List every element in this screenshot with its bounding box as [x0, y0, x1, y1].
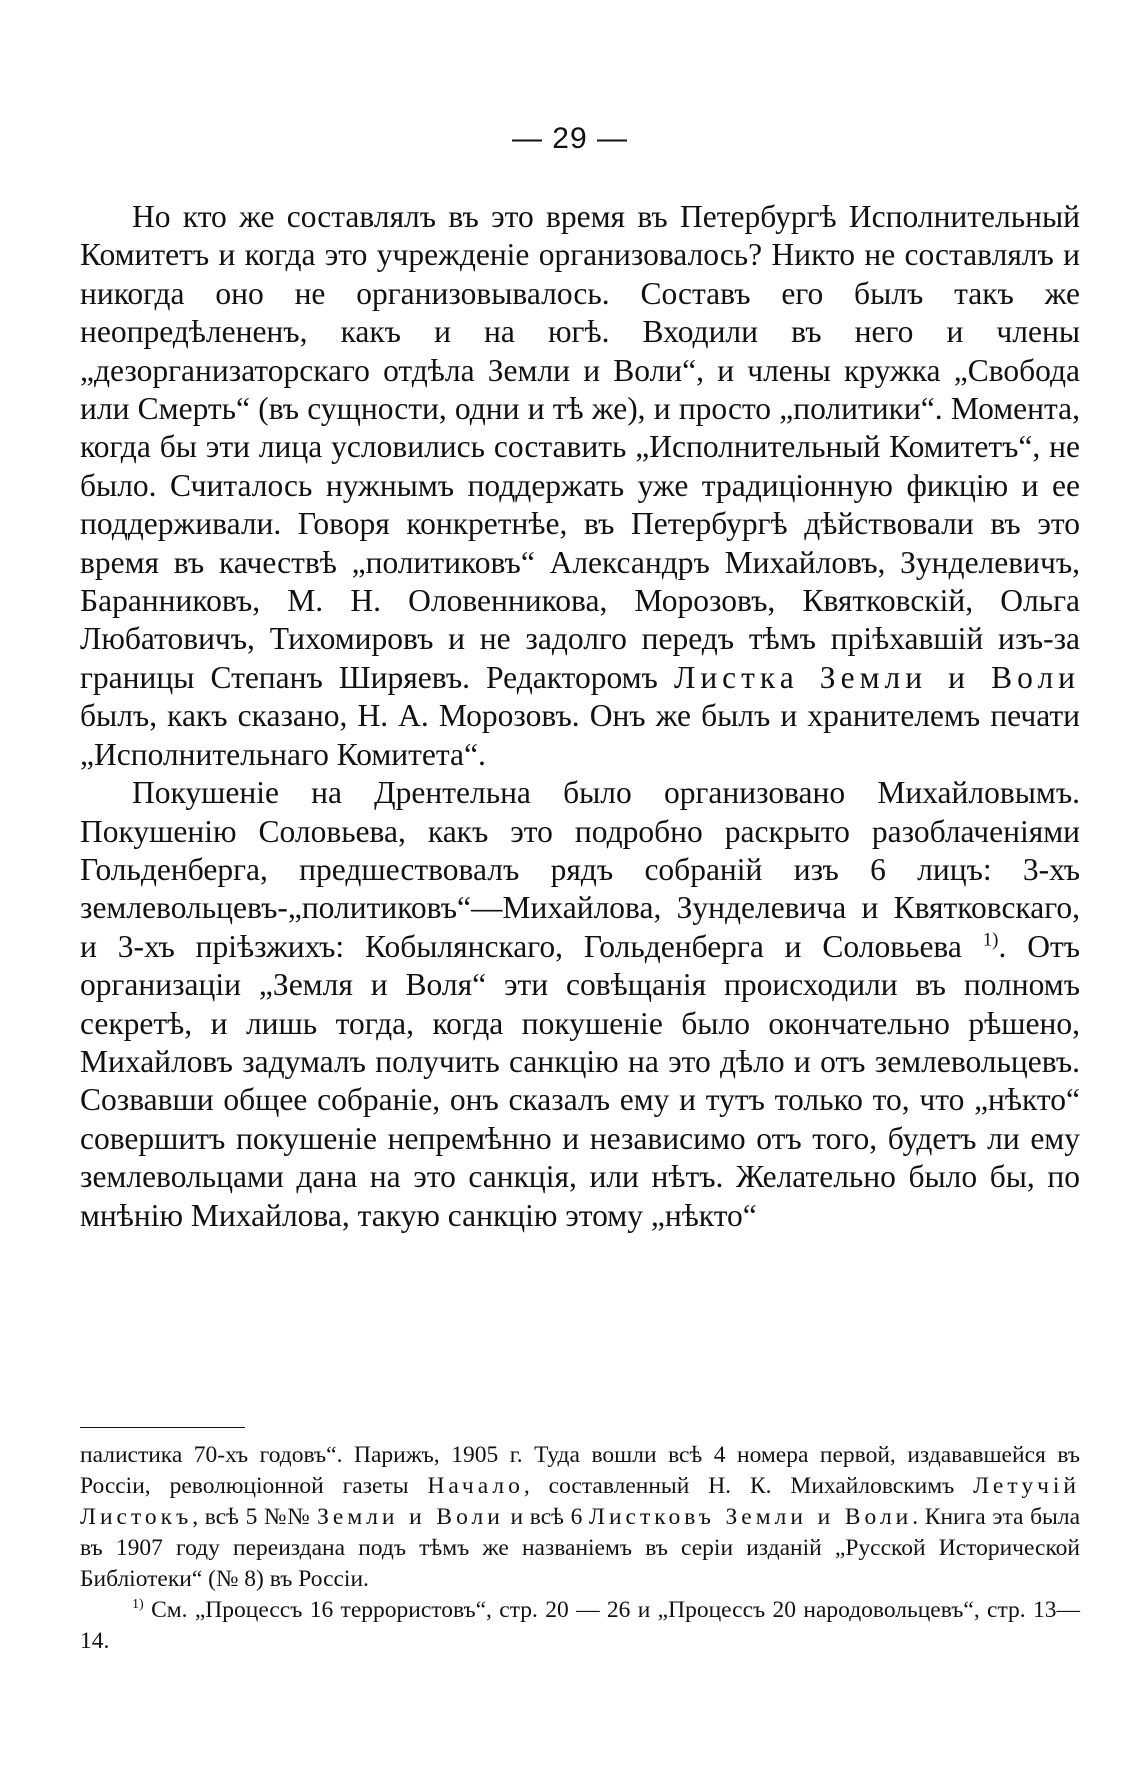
- footnote-cont-part-5: . Книга эта была въ 1907 году переиздана подъ тѣмъ же названіемъ въ серіи изданій „Русской Исторической Библіотеки“ (№ 8) въ Россіи.: [80, 1504, 1081, 1592]
- title-nachalo: Начало: [427, 1473, 524, 1499]
- paragraph-1: [80, 198, 1080, 774]
- main-text: [80, 198, 1080, 1235]
- spaced-title-listok: Листка Земли и Воли: [673, 659, 1081, 695]
- footnote-1-text: См. „Процессъ 16 террористовъ“, стр. 20 — 26 и „Процессъ 20 народовольцевъ“, стр. 13—14.: [80, 1597, 1080, 1654]
- footnote-cont-part-2: , составленный Н. К. Михайловскимъ: [523, 1473, 955, 1499]
- footnotes: [80, 1440, 1080, 1657]
- footnote-cont-part-1: палистика 70-хъ годовъ“. Парижъ, 1905 г. Туда вошли всѣ 4 номера первой, издававшейся въ Россіи, революціонной газеты: [80, 1442, 1080, 1499]
- paragraph-1-part-1: Но кто же составлялъ въ это время въ Петербургѣ Исполнительный Комитетъ и когда это учрежденіе организовалось? Никто не составлялъ и никогда оно не организовывалось. Составъ его былъ такъ же неопредѣлененъ, какъ и на югѣ. Входили въ него и члены „дезорганизаторскаго отдѣла Земли и Воли“, и члены кружка „Свобода или Смерть“ (въ сущности, одни и тѣ же), и просто „политики“. Момента, когда бы эти лица условились составить „Исполнительный Комитетъ“, не было. Считалось нужнымъ поддержать уже традиціонную фикцію и ее поддерживали. Говоря конкретнѣе, въ Петербургѣ дѣйствовали въ это время въ качествѣ „политиковъ“ Александръ Михайловъ, Зунделевичъ, Баранниковъ, М. Н. Оловенникова, Морозовъ, Квятковскій, Ольга Любатовичъ, Тихомировъ и не задолго передъ тѣмъ пріѣхавшій изъ-за границы Степанъ Ширяевъ. Редакторомъ: [80, 199, 1080, 695]
- footnote-reference: 1): [982, 929, 999, 951]
- paragraph-2: [80, 774, 1080, 1235]
- footnote-divider: [80, 1427, 245, 1428]
- footnote-cont-part-4: и всѣ 6: [510, 1504, 583, 1530]
- paragraph-2-part-2: . Отъ организаціи „Земля и Воля“ эти совѣщанія происходили въ полномъ секретѣ, и лишь тогда, когда покушеніе было окончательно рѣшено, Михайловъ задумалъ получить санкцію на это дѣло и отъ землевольцевъ. Созвавши общее собраніе, онъ сказалъ ему и тутъ только то, что „нѣкто“ совершитъ покушеніе непремѣнно и независимо отъ того, будетъ ли ему землевольцами дана на это санкція, или нѣтъ. Желательно было бы, по мнѣнію Михайлова, такую санкцію этому „нѣкто“: [80, 928, 1080, 1233]
- title-listkov: Листковъ Земли и Воли: [589, 1504, 913, 1530]
- paragraph-1-part-2: былъ, какъ сказано, Н. А. Морозовъ. Онъ же былъ и хранителемъ печати „Исполнительнаго Комитета“.: [80, 698, 1080, 772]
- paragraph-2-part-1: Покушеніе на Дрентельна было организовано Михайловымъ. Покушенію Соловьева, какъ это подробно раскрыто разоблаченіями Гольденберга, предшествовалъ рядъ собраній изъ 6 лицъ: 3-хъ землевольцевъ-„политиковъ“—Михайлова, Зунделевича и Квятковскаго, и 3-хъ пріѣзжихъ: Кобылянскаго, Гольденберга и Соловьева: [80, 775, 1080, 964]
- title-zemli-i-voli: Земли и Воли: [317, 1504, 504, 1530]
- footnote-1: [80, 1595, 1080, 1657]
- title-letuchiy-listok: Летучій Листокъ: [80, 1473, 1080, 1530]
- page-number: — 29 —: [511, 122, 629, 155]
- footnote-cont-part-3: , всѣ 5 №№: [192, 1504, 311, 1530]
- footnote-1-marker: 1): [132, 1596, 144, 1613]
- footnote-continuation: [80, 1440, 1080, 1595]
